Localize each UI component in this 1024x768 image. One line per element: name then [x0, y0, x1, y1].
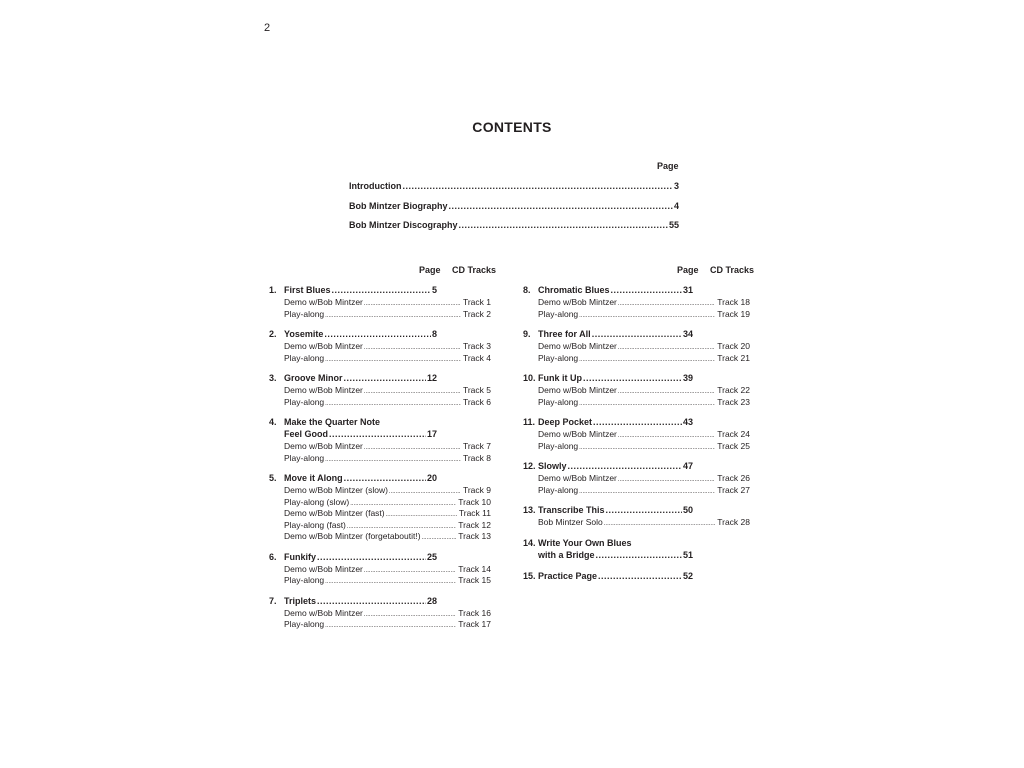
entry-title-line — [523, 417, 693, 429]
track-label: Demo w/Bob Mintzer (forgetaboutit!) — [284, 531, 421, 541]
dot-leader — [344, 373, 426, 383]
track-number: Track 25 — [717, 440, 750, 451]
track-number: Track 28 — [717, 517, 750, 527]
toc-entry — [523, 329, 750, 364]
entry-page: 31 — [682, 285, 693, 295]
track-number: Track 5 — [462, 385, 491, 395]
entry-title-line — [269, 329, 437, 341]
dot-leader — [583, 373, 682, 383]
front-matter-page: 3 — [673, 181, 679, 191]
track-label: Play-along (slow) — [284, 496, 350, 507]
entry-title: Write Your Own Blues — [538, 537, 632, 548]
entry-title: Transcribe This — [538, 505, 605, 515]
entry-title-line — [269, 473, 437, 485]
track-label: Play-along — [538, 484, 579, 495]
entry-title-line — [269, 285, 437, 297]
entry-page: 12 — [426, 373, 437, 383]
front-matter-label: Bob Mintzer Discography — [349, 220, 458, 230]
entry-title: Three for All — [538, 329, 591, 339]
track-number: Track 22 — [717, 385, 750, 395]
track-row — [284, 497, 491, 509]
track-row — [538, 517, 750, 529]
toc-entry — [523, 505, 750, 529]
track-number: Track 27 — [717, 484, 750, 495]
track-label: Demo w/Bob Mintzer — [284, 607, 363, 618]
track-number: Track 21 — [717, 352, 750, 363]
entry-title-line — [269, 596, 437, 608]
toc-entry — [269, 417, 491, 464]
entry-title-line — [523, 285, 693, 297]
entry-page: 20 — [426, 473, 437, 483]
entry-title: Groove Minor — [284, 373, 343, 383]
entry-number: 5. — [269, 473, 277, 483]
toc-entry — [269, 329, 491, 364]
entry-page: 25 — [426, 551, 437, 562]
dot-leader — [579, 353, 715, 363]
dot-leader — [422, 531, 457, 541]
entry-title: Deep Pocket — [538, 417, 593, 427]
entry-title: Funk it Up — [538, 373, 582, 383]
track-row — [538, 385, 750, 397]
track-row — [284, 608, 491, 620]
entry-title-line — [269, 373, 437, 385]
track-label: Demo w/Bob Mintzer (fast) — [284, 508, 385, 518]
track-number: Track 23 — [717, 396, 750, 407]
track-label: Demo w/Bob Mintzer — [538, 473, 617, 483]
dot-leader — [325, 309, 461, 319]
track-label: Play-along — [284, 575, 325, 585]
entry-page: 39 — [682, 373, 693, 383]
track-number: Track 18 — [717, 297, 750, 307]
entry-title: Practice Page — [538, 570, 598, 581]
entry-number: 13. — [523, 505, 536, 515]
track-number: Track 9 — [462, 485, 491, 495]
track-number: Track 8 — [462, 452, 491, 463]
toc-entry — [269, 373, 491, 408]
track-number: Track 12 — [458, 519, 491, 530]
track-number: Track 4 — [462, 352, 491, 363]
toc-entry — [523, 571, 750, 583]
track-number: Track 24 — [717, 429, 750, 439]
dot-leader — [604, 517, 716, 527]
track-row — [538, 429, 750, 441]
front-matter-label: Introduction — [349, 181, 402, 191]
entry-page: 47 — [682, 461, 693, 471]
track-number: Track 20 — [717, 341, 750, 351]
dot-leader — [593, 417, 682, 427]
entry-title: Slowly — [538, 461, 567, 471]
track-number: Track 26 — [717, 473, 750, 483]
entry-number: 2. — [269, 329, 277, 339]
dot-leader — [364, 441, 461, 451]
dot-leader — [606, 505, 682, 515]
entry-number: 14. — [523, 537, 536, 548]
track-row — [284, 309, 491, 321]
dot-leader — [325, 453, 461, 463]
entry-title-line — [523, 505, 693, 517]
page-title: CONTENTS — [472, 119, 552, 135]
entry-number: 4. — [269, 417, 277, 427]
entry-page: 52 — [682, 570, 693, 581]
entry-title-continued: Feel Good — [284, 429, 329, 439]
track-label: Play-along — [538, 440, 579, 451]
track-label: Play-along — [284, 308, 325, 319]
dot-leader — [329, 429, 426, 439]
dot-leader — [364, 608, 456, 618]
track-number: Track 1 — [462, 297, 491, 307]
dot-leader — [325, 619, 456, 629]
track-number: Track 11 — [458, 508, 491, 518]
entry-title: Chromatic Blues — [538, 285, 610, 295]
track-row — [284, 520, 491, 532]
dot-leader — [317, 596, 426, 606]
track-number: Track 3 — [462, 341, 491, 351]
track-number: Track 17 — [458, 619, 491, 629]
track-label: Demo w/Bob Mintzer — [284, 563, 363, 574]
track-number: Track 2 — [462, 308, 491, 319]
track-row — [538, 297, 750, 309]
entry-title: First Blues — [284, 285, 331, 295]
front-matter-item — [349, 201, 679, 211]
track-row — [538, 441, 750, 453]
dot-leader — [449, 201, 673, 211]
dot-leader — [347, 520, 456, 530]
entry-title: Funkify — [284, 551, 317, 562]
track-row — [538, 309, 750, 321]
dot-leader — [579, 485, 715, 495]
track-number: Track 16 — [458, 607, 491, 618]
dot-leader — [568, 461, 682, 471]
entry-number: 12. — [523, 461, 536, 471]
dot-leader — [350, 497, 456, 507]
front-matter-page: 4 — [673, 201, 679, 211]
entry-page: 34 — [682, 329, 693, 339]
entry-page: 17 — [426, 429, 437, 439]
dot-leader — [596, 550, 682, 560]
entry-page: 43 — [682, 417, 693, 427]
track-label: Play-along — [284, 352, 325, 363]
track-label: Demo w/Bob Mintzer (slow) — [284, 485, 388, 495]
entry-title-line — [538, 550, 693, 562]
front-matter-item — [349, 220, 679, 230]
dot-leader — [403, 181, 673, 191]
track-label: Demo w/Bob Mintzer — [284, 341, 363, 351]
toc-entry — [523, 285, 750, 320]
dot-leader — [592, 329, 682, 339]
track-row — [284, 297, 491, 309]
entry-title-line — [284, 429, 437, 441]
track-number: Track 13 — [458, 531, 491, 541]
track-label: Play-along (fast) — [284, 519, 346, 530]
column-header-cd-tracks: CD Tracks — [710, 265, 755, 275]
track-label: Demo w/Bob Mintzer — [538, 429, 617, 439]
track-label: Play-along — [538, 396, 579, 407]
entry-title: Move it Along — [284, 473, 343, 483]
track-row — [284, 619, 491, 631]
left-column — [269, 285, 491, 640]
track-label: Play-along — [284, 396, 325, 407]
front-matter-item — [349, 181, 679, 191]
track-label: Demo w/Bob Mintzer — [538, 297, 617, 307]
entry-number: 10. — [523, 373, 536, 383]
dot-leader — [579, 309, 715, 319]
track-label: Bob Mintzer Solo — [538, 517, 603, 527]
dot-leader — [618, 473, 715, 483]
front-matter-page: 55 — [668, 220, 679, 230]
toc-entry — [523, 373, 750, 408]
front-matter-page-header: Page — [657, 161, 679, 171]
dot-leader — [364, 297, 461, 307]
dot-leader — [459, 220, 668, 230]
track-number: Track 7 — [462, 441, 491, 451]
entry-page: 51 — [682, 549, 693, 560]
dot-leader — [325, 397, 461, 407]
entry-number: 1. — [269, 285, 277, 295]
track-row — [284, 531, 491, 543]
entry-title-line — [523, 329, 693, 341]
entry-page: 50 — [682, 505, 693, 515]
entry-number: 9. — [523, 329, 531, 339]
track-number: Track 14 — [458, 563, 491, 574]
dot-leader — [618, 429, 715, 439]
entry-number: 7. — [269, 595, 277, 606]
track-row — [284, 385, 491, 397]
dot-leader — [598, 571, 682, 581]
right-column — [523, 285, 750, 592]
entry-title-line — [523, 373, 693, 385]
dot-leader — [364, 341, 461, 351]
track-number: Track 10 — [458, 496, 491, 507]
toc-entry — [523, 538, 750, 562]
track-label: Demo w/Bob Mintzer — [284, 441, 363, 451]
track-label: Play-along — [284, 452, 325, 463]
track-label: Demo w/Bob Mintzer — [538, 341, 617, 351]
entry-title: Triplets — [284, 595, 317, 606]
track-row — [538, 485, 750, 497]
entry-title: Make the Quarter Note — [284, 417, 381, 427]
track-row — [284, 485, 491, 497]
entry-title-continued: with a Bridge — [538, 549, 595, 560]
dot-leader — [579, 397, 715, 407]
track-row — [538, 341, 750, 353]
track-number: Track 19 — [717, 308, 750, 319]
entry-title-line — [523, 571, 693, 583]
track-row — [284, 341, 491, 353]
dot-leader — [344, 473, 426, 483]
track-row — [284, 441, 491, 453]
track-row — [538, 397, 750, 409]
entry-title: Yosemite — [284, 329, 324, 339]
entry-number: 11. — [523, 417, 536, 427]
track-row — [284, 575, 491, 587]
track-label: Demo w/Bob Mintzer — [284, 385, 363, 395]
dot-leader — [618, 297, 715, 307]
track-row — [538, 353, 750, 365]
dot-leader — [364, 385, 461, 395]
dot-leader — [389, 485, 461, 495]
toc-entry — [269, 473, 491, 543]
entry-title-line — [523, 461, 693, 473]
front-matter-label: Bob Mintzer Biography — [349, 201, 448, 211]
dot-leader — [618, 385, 715, 395]
dot-leader — [611, 285, 682, 295]
dot-leader — [579, 441, 715, 451]
toc-entry — [269, 596, 491, 631]
toc-entry — [269, 285, 491, 320]
entry-number: 6. — [269, 551, 277, 562]
track-row — [284, 564, 491, 576]
column-header-page: Page — [677, 265, 699, 275]
track-label: Play-along — [284, 619, 325, 629]
track-row — [284, 353, 491, 365]
entry-page: 8 — [431, 329, 437, 339]
column-header-cd-tracks: CD Tracks — [452, 265, 497, 275]
dot-leader — [325, 353, 461, 363]
dot-leader — [317, 552, 426, 562]
track-row — [284, 453, 491, 465]
track-row — [284, 508, 491, 520]
dot-leader — [618, 341, 715, 351]
entry-page: 5 — [431, 285, 437, 295]
track-number: Track 6 — [462, 396, 491, 407]
track-label: Play-along — [538, 352, 579, 363]
track-number: Track 15 — [458, 575, 491, 585]
column-header-page: Page — [419, 265, 441, 275]
track-label: Play-along — [538, 308, 579, 319]
toc-entry — [523, 461, 750, 496]
entry-title-line — [269, 417, 491, 429]
toc-entry — [269, 552, 491, 587]
track-label: Demo w/Bob Mintzer — [284, 297, 363, 307]
dot-leader — [386, 508, 457, 518]
track-row — [284, 397, 491, 409]
dot-leader — [332, 285, 431, 295]
entry-number: 3. — [269, 373, 277, 383]
track-label: Demo w/Bob Mintzer — [538, 385, 617, 395]
dot-leader — [324, 329, 431, 339]
dot-leader — [364, 564, 456, 574]
entry-number: 8. — [523, 285, 531, 295]
entry-page: 28 — [426, 595, 437, 606]
page-number: 2 — [264, 22, 271, 34]
entry-number: 15. — [523, 570, 536, 581]
entry-title-line — [523, 538, 750, 550]
track-row — [538, 473, 750, 485]
toc-entry — [523, 417, 750, 452]
dot-leader — [325, 575, 456, 585]
entry-title-line — [269, 552, 437, 564]
